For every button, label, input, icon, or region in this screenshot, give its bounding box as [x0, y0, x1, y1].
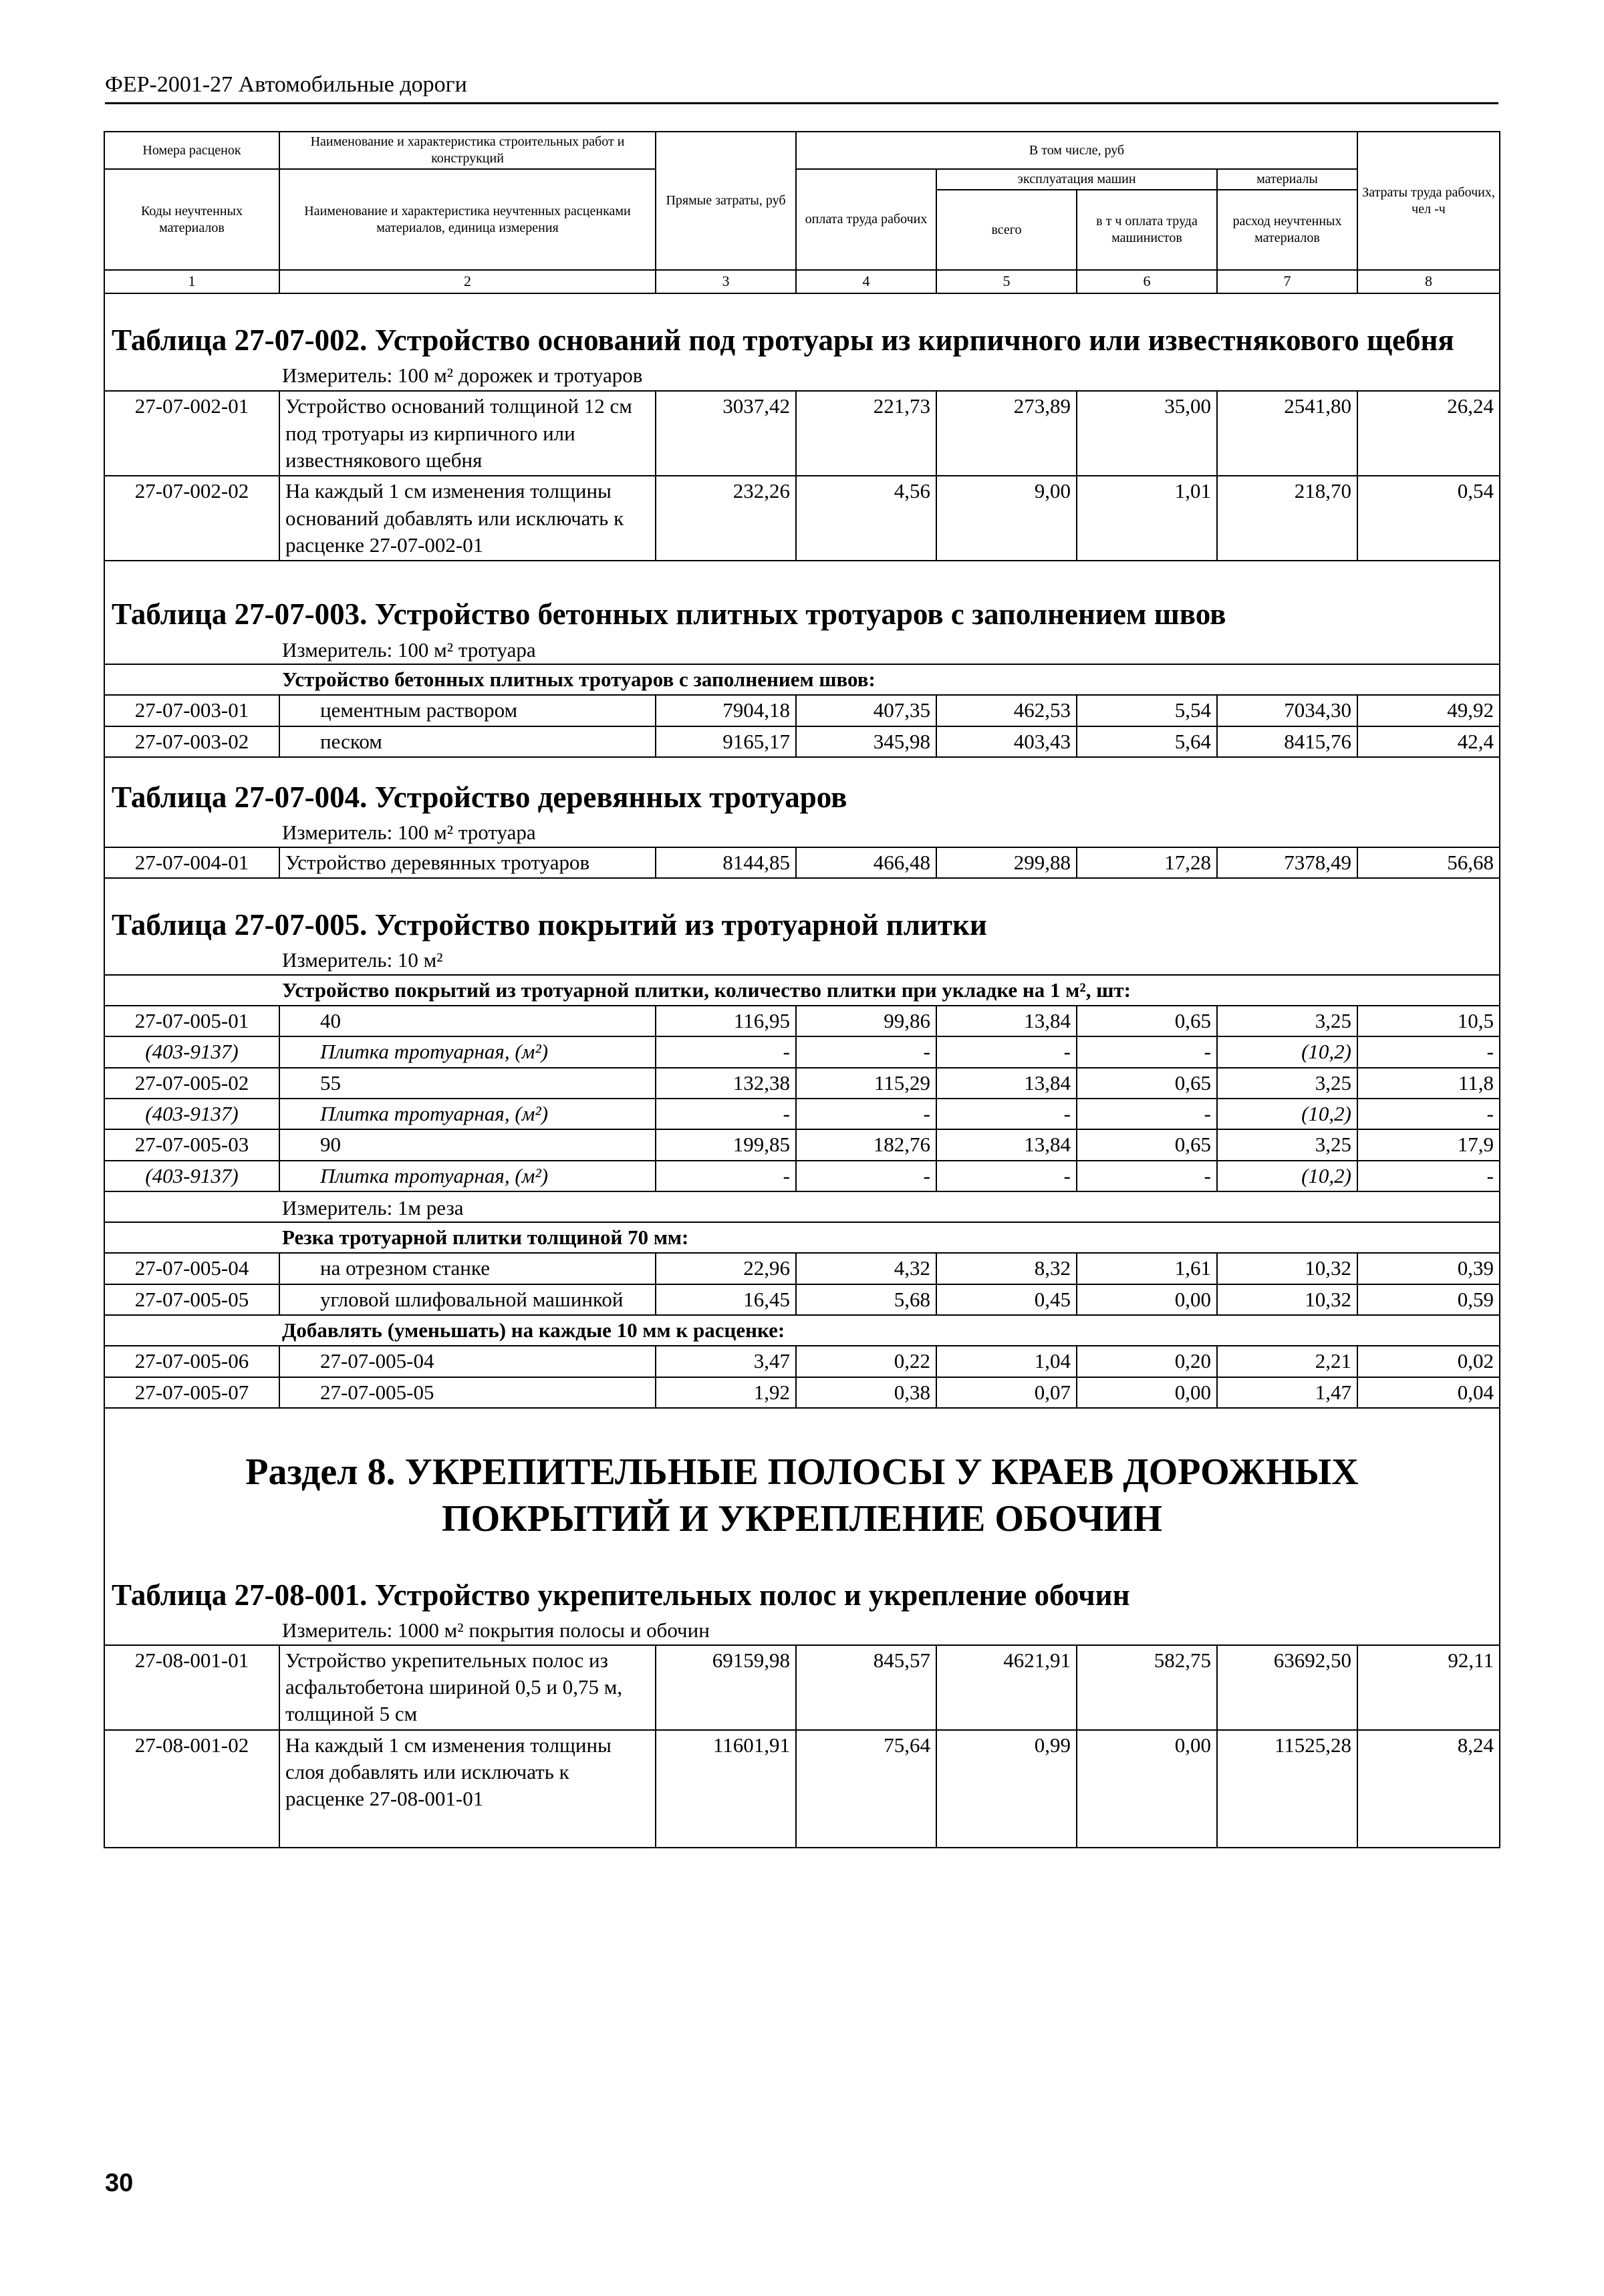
measure-unit: Измеритель: 100 м² тротуара	[104, 817, 1500, 847]
column-header-row	[104, 132, 1500, 169]
col1-header-b: Коды неучтенных материалов	[104, 169, 279, 270]
col3-header: Прямые затраты, руб	[656, 132, 796, 270]
table-row: 27-07-003-01 цементным раствором 7904,18 407,35 462,53 5,54 7034,30 49,92	[104, 695, 1500, 726]
table-row: 27-07-004-01 Устройство деревянных тротуаров 8144,85 466,48 299,88 17,28 7378,49 56,68	[104, 847, 1500, 878]
table-title: Таблица 27-07-004. Устройство деревянных тротуаров	[104, 757, 1500, 817]
table-row: 27-07-005-05 угловой шлифовальной машинкой 16,45 5,68 0,45 0,00 10,32 0,59	[104, 1284, 1500, 1315]
measure-unit: Измеритель: 100 м² дорожек и тротуаров	[104, 360, 1500, 391]
col5-header: всего	[936, 190, 1077, 270]
page-number: 30	[105, 2169, 134, 2197]
subheading: Устройство покрытий из тротуарной плитки, количество плитки при укладке на 1 м², шт:	[104, 975, 1500, 1006]
material-row: (403-9137) Плитка тротуарная, (м²) - - - - (10,2) -	[104, 1099, 1500, 1129]
col2-header-a: Наименование и характеристика строительных работ и конструкций	[279, 132, 656, 169]
table-row: 27-07-002-01 Устройство оснований толщиной 12 см под тротуары из кирпичного или известнякового щебня 3037,42 221,73 273,89 35,00 2541,80 26,24	[104, 391, 1500, 476]
included-header: В том числе, руб	[796, 132, 1357, 169]
table-title: Таблица 27-08-001. Устройство укрепительных полос и укрепление обочин	[104, 1562, 1500, 1615]
measure-unit: Измеритель: 100 м² тротуара	[104, 634, 1500, 664]
col4-header: оплата труда рабочих	[796, 169, 936, 270]
section-heading-line2: ПОКРЫТИЙ И УКРЕПЛЕНИЕ ОБОЧИН	[442, 1497, 1162, 1540]
measure-unit: Измеритель: 10 м²	[104, 944, 1500, 974]
col2-header-b: Наименование и характеристика неучтенных расценками материалов, единица измерения	[279, 169, 656, 270]
measure-unit: Измеритель: 1м реза	[104, 1191, 1500, 1222]
machines-header: эксплуатация машин	[936, 169, 1217, 190]
table-row: 27-07-005-02 55 132,38 115,29 13,84 0,65 3,25 11,8	[104, 1068, 1500, 1099]
table-row: 27-08-001-02 На каждый 1 см изменения толщины слоя добавлять или исключать к расценке 27-08-001-01 11601,91 75,64 0,99 0,00 11525,28 8,24	[104, 1730, 1500, 1848]
section-heading	[104, 1408, 1500, 1562]
table-row: 27-07-003-02 песком 9165,17 345,98 403,43 5,64 8415,76 42,4	[104, 726, 1500, 757]
subheading: Резка тротуарной плитки толщиной 70 мм:	[104, 1222, 1500, 1253]
table-row: 27-07-005-06 27-07-005-04 3,47 0,22 1,04 0,20 2,21 0,02	[104, 1346, 1500, 1377]
rates-table	[104, 131, 1500, 1848]
table-row: 27-08-001-01 Устройство укрепительных полос из асфальтобетона шириной 0,5 и 0,75 м, толщиной 5 см 69159,98 845,57 4621,91 582,75 63692,50 92,11	[104, 1645, 1500, 1730]
table-row: 27-07-005-03 90 199,85 182,76 13,84 0,65 3,25 17,9	[104, 1129, 1500, 1160]
col7-header: расход неучтенных материалов	[1217, 190, 1357, 270]
table-row: 27-07-005-04 на отрезном станке 22,96 4,32 8,32 1,61 10,32 0,39	[104, 1253, 1500, 1284]
table-row: 27-07-002-02 На каждый 1 см изменения толщины оснований добавлять или исключать к расценке 27-07-002-01 232,26 4,56 9,00 1,01 218,70 0,54	[104, 476, 1500, 561]
column-number-row: 1 2 3 4 5 6 7 8	[104, 270, 1500, 293]
header-rule	[105, 102, 1498, 104]
table-title: Таблица 27-07-002. Устройство оснований под тротуары из кирпичного или известнякового щебня	[104, 293, 1500, 360]
running-header: ФЕР-2001-27 Автомобильные дороги	[105, 72, 467, 97]
material-row: (403-9137) Плитка тротуарная, (м²) - - - - (10,2) -	[104, 1161, 1500, 1191]
col1-header-a: Номера расценок	[104, 132, 279, 169]
table-title: Таблица 27-07-003. Устройство бетонных плитных тротуаров с заполнением швов	[104, 561, 1500, 634]
col8-header: Затраты труда рабочих, чел -ч	[1357, 132, 1500, 270]
section-heading-line1: Раздел 8. УКРЕПИТЕЛЬНЫЕ ПОЛОСЫ У КРАЕВ ДОРОЖНЫХ	[245, 1451, 1359, 1493]
table-row: 27-07-005-07 27-07-005-05 1,92 0,38 0,07 0,00 1,47 0,04	[104, 1377, 1500, 1408]
table-row: 27-07-005-01 40 116,95 99,86 13,84 0,65 3,25 10,5	[104, 1006, 1500, 1036]
measure-unit: Измеритель: 1000 м² покрытия полосы и обочин	[104, 1614, 1500, 1644]
col6-header: в т ч оплата труда машинистов	[1077, 190, 1217, 270]
materials-header: материалы	[1217, 169, 1357, 190]
material-row: (403-9137) Плитка тротуарная, (м²) - - - - (10,2) -	[104, 1036, 1500, 1067]
subheading: Добавлять (уменьшать) на каждые 10 мм к расценке:	[104, 1315, 1500, 1346]
subheading: Устройство бетонных плитных тротуаров с заполнением швов:	[104, 664, 1500, 695]
table-title: Таблица 27-07-005. Устройство покрытий из тротуарной плитки	[104, 878, 1500, 945]
